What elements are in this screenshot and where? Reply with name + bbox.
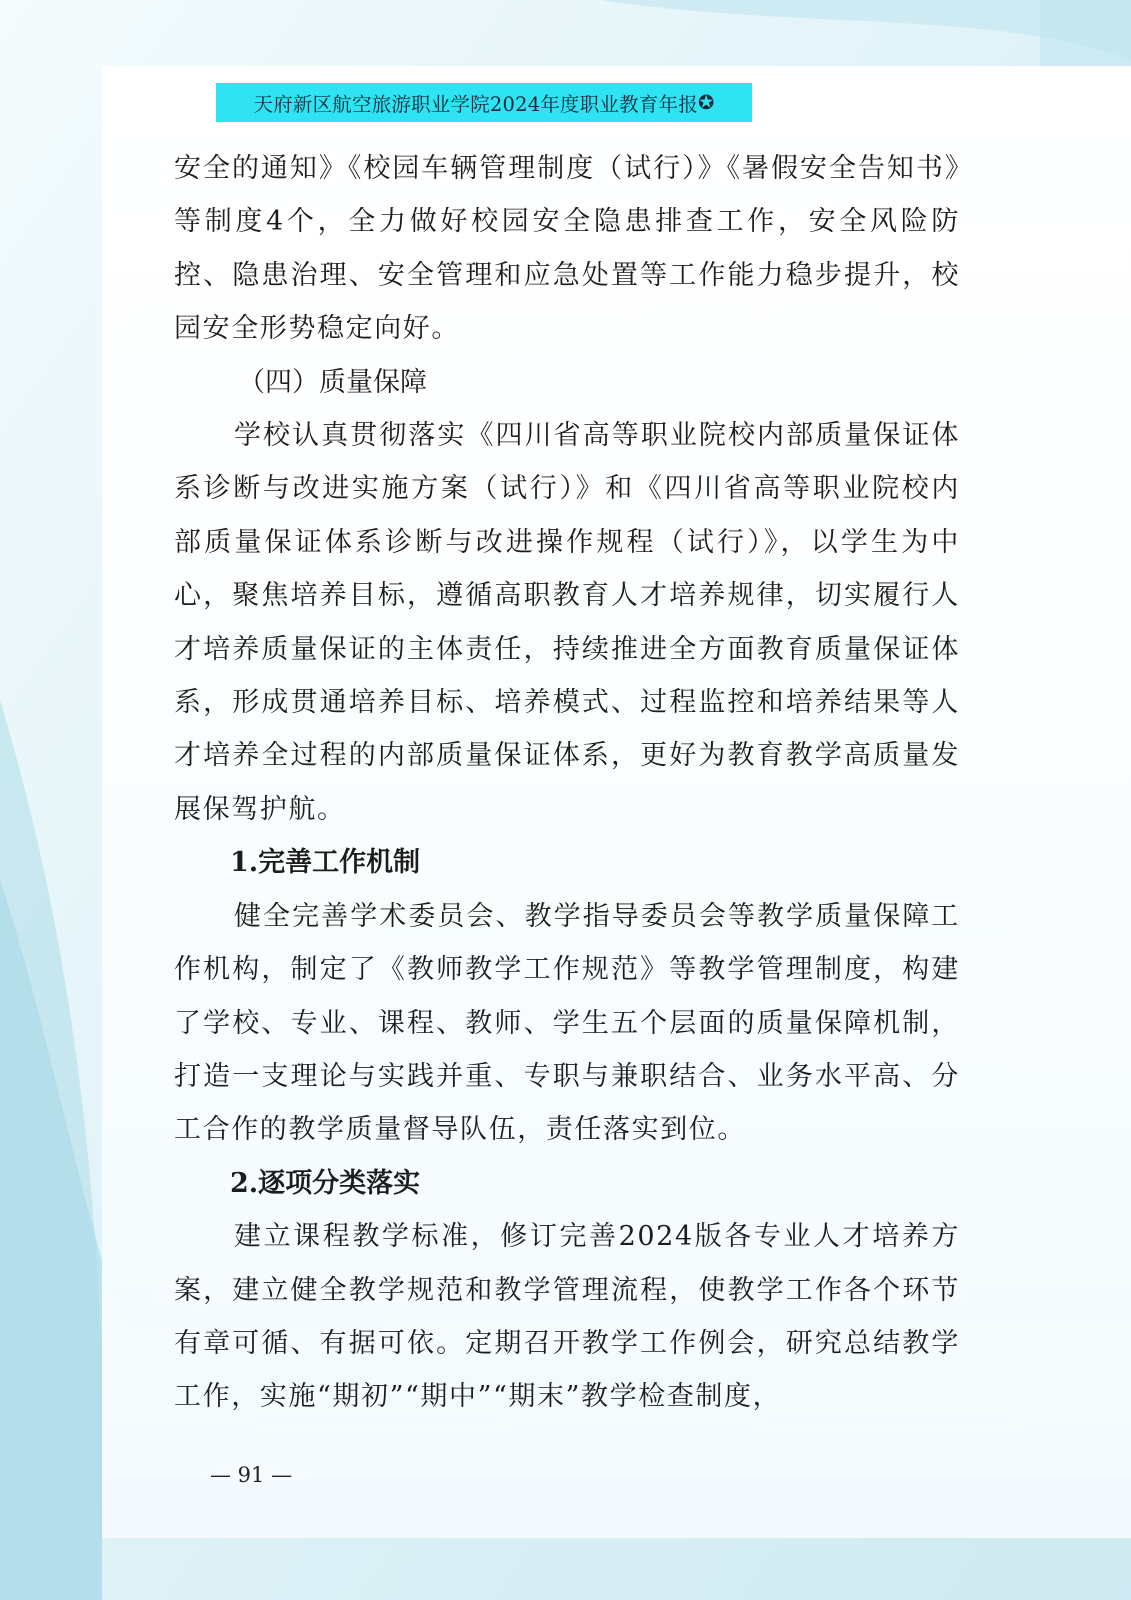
paragraph-quality-system: 学校认真贯彻落实《四川省高等职业院校内部质量保证体系诊断与改进实施方案（试行）》和《四川省高等职业院校内部质量保证体系诊断与改进操作规程（试行）》，以学生为中心，聚焦培养目标，遵循高职教育人才培养规律，切实履行人才培养质量保证的主体责任，持续推进全方面教育质量保证体系，形成贯通培养目标、培养模式、过程监控和培养结果等人才培养全过程的内部质量保证体系，更好为教育教学高质量发展保驾护航。 — [174, 420, 960, 825]
header-title: 天府新区航空旅游职业学院2024年度职业教育年报 — [253, 92, 698, 116]
section-heading-quality: （四）质量保障 — [238, 366, 427, 398]
document-body — [174, 142, 960, 1424]
report-header — [216, 83, 752, 122]
subheading-work-mechanism: 1.完善工作机制 — [230, 847, 421, 879]
paragraph-safety: 安全的通知》《校园车辆管理制度（试行）》《暑假安全告知书》等制度4个，全力做好校园安全隐患排查工作，安全风险防控、隐患治理、安全管理和应急处置等工作能力稳步提升，校园安全形势稳定向好。 — [174, 153, 960, 345]
star-icon: ✪ — [697, 91, 715, 114]
page-number: — 91 — — [210, 1463, 293, 1487]
subheading-implementation: 2.逐项分类落实 — [230, 1167, 421, 1199]
paragraph-work-mechanism: 健全完善学术委员会、教学指导委员会等教学质量保障工作机构，制定了《教师教学工作规范》等教学管理制度，构建了学校、专业、课程、教师、学生五个层面的质量保障机制，打造一支理论与实践并重、专职与兼职结合、业务水平高、分工合作的教学质量督导队伍，责任落实到位。 — [174, 900, 960, 1146]
paragraph-implementation: 建立课程教学标准，修订完善2024版各专业人才培养方案，建立健全教学规范和教学管理流程，使教学工作各个环节有章可循、有据可依。定期召开教学工作例会，研究总结教学工作，实施“期初”“期中”“期末”教学检查制度， — [174, 1221, 960, 1413]
